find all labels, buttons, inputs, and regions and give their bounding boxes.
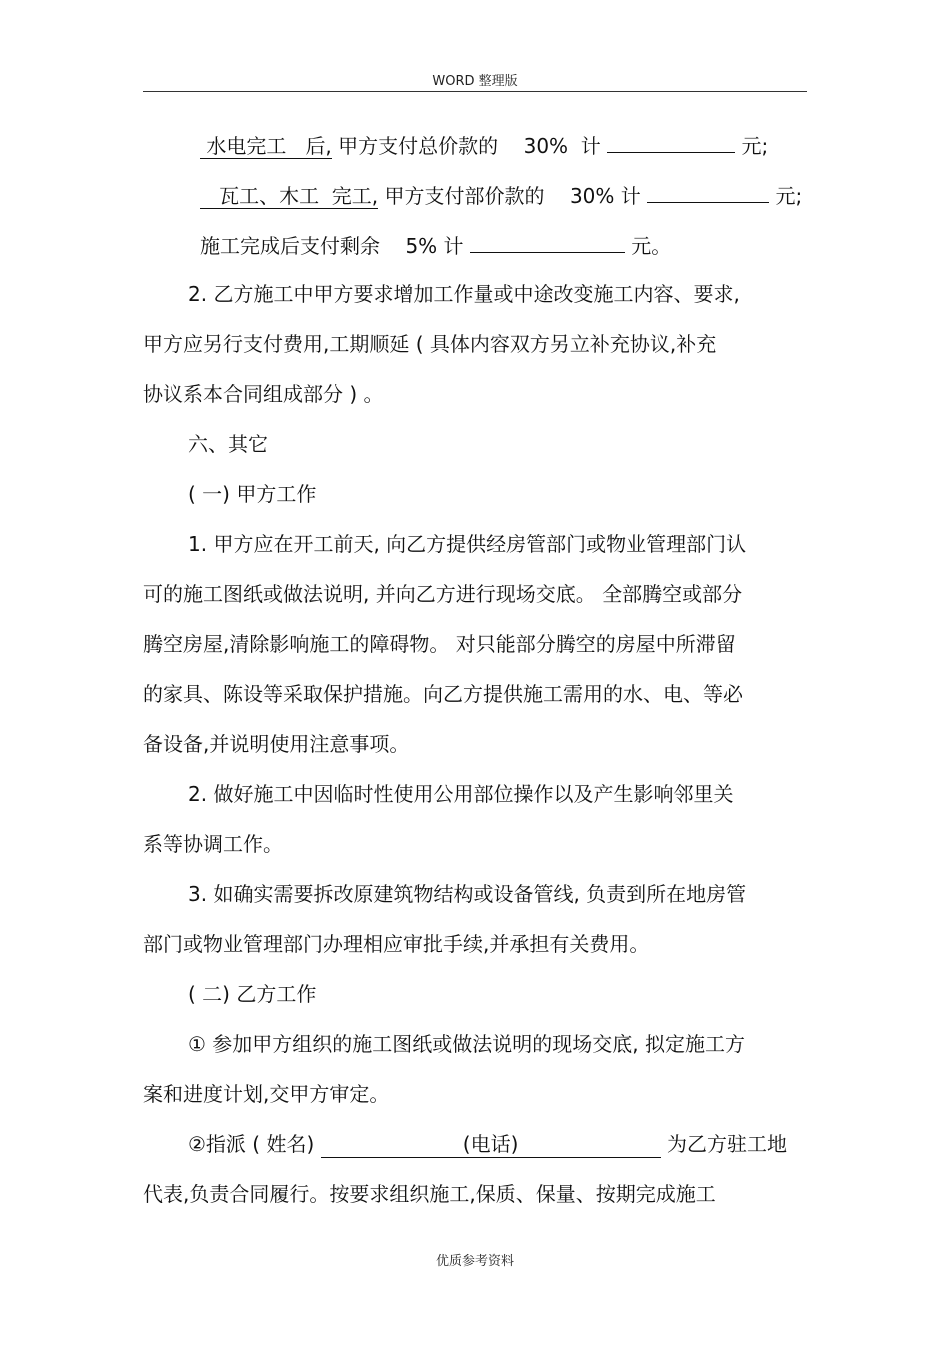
partyB-item2-name-phone-blank: [321, 1131, 661, 1158]
partyA-item3-line-2: 部门或物业管理部门办理相应审批手续,并承担有关费用。: [143, 932, 650, 956]
partyA-item1-line-4: 的家具、陈设等采取保护措施。向乙方提供施工需用的水、电、等必: [143, 682, 743, 706]
section6-title: 六、其它: [188, 432, 268, 456]
header-divider: [143, 91, 807, 92]
partyB-title: ( 二) 乙方工作: [188, 982, 317, 1006]
payment-1-stage: 水电完工 后,: [200, 134, 332, 159]
payment-2-desc: 甲方支付部价款的: [384, 184, 545, 208]
partyB-item2-line-2: 代表,负责合同履行。按要求组织施工,保质、保量、按期完成施工: [143, 1182, 716, 1206]
payment-2-ji: 计: [620, 184, 641, 208]
partyB-item2-phone-label: (电话): [462, 1132, 519, 1156]
clause2-line-2: 甲方应另行支付费用,工期顺延 ( 具体内容双方另立补充协议,补充: [143, 332, 717, 356]
partyA-item1-line-5: 备设备,并说明使用注意事项。: [143, 732, 410, 756]
partyA-item3-line-1: 3. 如确实需要拆改原建筑物结构或设备管线, 负责到所在地房管: [188, 882, 747, 906]
payment-line-2: [200, 180, 802, 209]
partyA-title: ( 一) 甲方工作: [188, 482, 317, 506]
payment-3-amount-blank: [470, 230, 625, 253]
payment-1-amount-blank: [607, 130, 735, 153]
payment-3-ji: 计: [443, 234, 464, 258]
payment-2-pct: 30%: [569, 184, 615, 208]
partyA-item2-line-2: 系等协调工作。: [143, 832, 283, 856]
payment-3-pct: 5%: [405, 234, 438, 258]
clause2-line-3: 协议系本合同组成部分 ) 。: [143, 382, 384, 406]
payment-1-pct: 30%: [523, 134, 569, 158]
partyA-item1-line-1: 1. 甲方应在开工前天, 向乙方提供经房管部门或物业管理部门认: [188, 532, 747, 556]
partyA-item2-line-1: 2. 做好施工中因临时性使用公用部位操作以及产生影响邻里关: [188, 782, 734, 806]
payment-1-unit: 元;: [741, 134, 769, 158]
clause2-line-1: 2. 乙方施工中甲方要求增加工作量或中途改变施工内容、要求,: [188, 282, 740, 306]
partyA-item1-line-2: 可的施工图纸或做法说明, 并向乙方进行现场交底。 全部腾空或部分: [143, 582, 743, 606]
payment-line-1: [200, 130, 768, 159]
payment-1-ji: 计: [580, 134, 601, 158]
payment-3-desc: 施工完成后支付剩余: [200, 234, 380, 258]
payment-2-unit: 元;: [775, 184, 803, 208]
payment-2-amount-blank: [647, 180, 769, 203]
partyA-item1-line-3: 腾空房屋,清除影响施工的障碍物。 对只能部分腾空的房屋中所滞留: [143, 632, 736, 656]
page-footer: 优质参考资料: [435, 1254, 514, 1269]
payment-2-stage: 瓦工、木工 完工,: [200, 184, 378, 209]
payment-3-unit: 元。: [631, 234, 672, 258]
partyB-item2-prefix: ②指派 ( 姓名): [188, 1132, 315, 1156]
payment-line-3: [200, 230, 671, 259]
partyB-item2-suffix: 为乙方驻工地: [666, 1132, 787, 1156]
partyB-item1-line-2: 案和进度计划,交甲方审定。: [143, 1082, 390, 1106]
page-header: WORD 整理版: [432, 74, 518, 89]
payment-1-desc: 甲方支付总价款的: [338, 134, 499, 158]
partyB-item1-line-1: ① 参加甲方组织的施工图纸或做法说明的现场交底, 拟定施工方: [188, 1032, 746, 1056]
partyB-item2-line-1: [188, 1131, 787, 1158]
